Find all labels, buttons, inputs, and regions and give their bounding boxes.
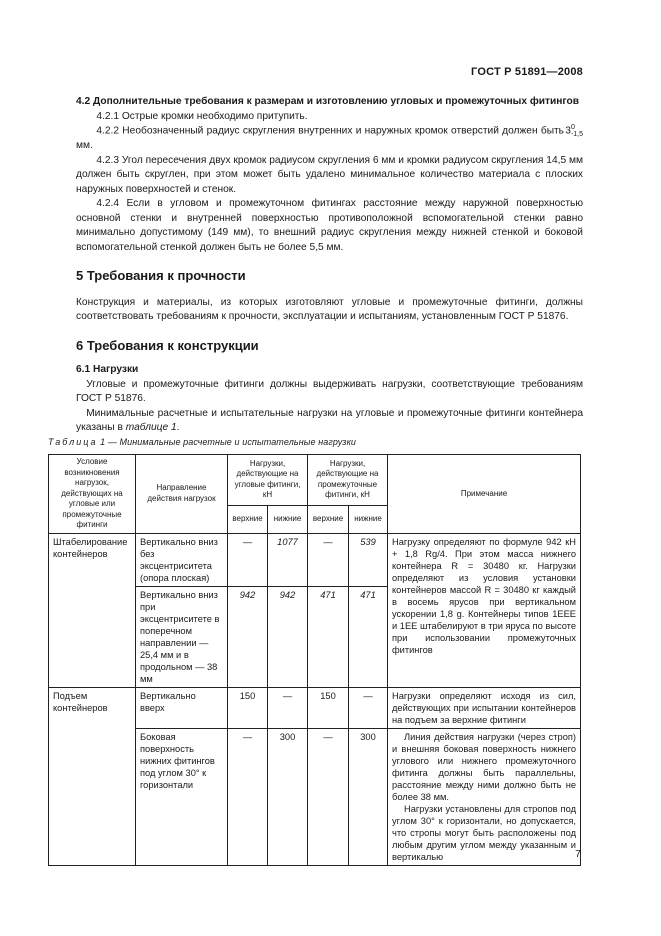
para-6-1-a: Угловые и промежуточные фитинги должны выдерживать нагрузки, соответствующие требованиям ГОСТ Р 51876. [76, 378, 583, 405]
table-row [49, 533, 581, 586]
cell-note: Нагрузку определяют по формуле 942 кН + 1,8 Rg/4. При этом масса нижнего контейнера R = 30480 кг. Нагрузки определяют из условия установки контейнеров массой R = 30480 кг каждый в восемь ярусов при вертикальном ускорении 1,8 g. Контейнеры типов 1EEE и 1EE штабелируют в три яруса по высоте при использовании промежуточных фитингов [388, 533, 581, 687]
cell-direction: Вертикально вверх [136, 687, 228, 728]
cell-corner-top: — [228, 533, 268, 586]
radius-value: 3 [565, 125, 571, 137]
col-header-direction: Направление действия нагрузок [136, 455, 228, 534]
para-4-2-4: 4.2.4 Если в угловом и промежуточном фитингах расстояние между наружной поверхностью основной стенки и внутренней поверхностью противоположной вспомогательной стенки равно минимально допустимому (149 мм), то внешний радиус скругления между нижней стенкой и боковой вспомогательной стенкой должен быть не более 5,5 мм. [76, 198, 583, 253]
cell-corner-bottom: 300 [268, 728, 308, 865]
page-number: 7 [575, 848, 581, 860]
cell-inter-bottom: 539 [349, 533, 388, 586]
cell-note: Нагрузки определяют исходя из сил, действующих при испытании контейнеров на подъем за верхние фитинги [388, 687, 581, 728]
cell-direction: Боковая поверхность нижних фитингов под углом 30° к горизонтали [136, 728, 228, 865]
cell-inter-top: 150 [308, 687, 349, 728]
col-header-note: Примечание [388, 455, 581, 534]
cell-corner-bottom: 942 [268, 586, 308, 687]
section-6-1-heading: 6.1 Нагрузки [76, 364, 139, 376]
cell-corner-bottom: — [268, 687, 308, 728]
document-id-header: ГОСТ Р 51891—2008 [471, 66, 583, 78]
document-body [76, 95, 583, 436]
para-4-2-2: 4.2.2 Необозначенный радиус скругления внутренних и наружных кромок отверстий должен быть 3 0 -1,5 мм. [76, 124, 583, 152]
table-reference-link: таблице 1 [125, 422, 177, 434]
cell-corner-bottom: 1077 [268, 533, 308, 586]
table-header-row [49, 455, 581, 506]
col-header-top: верхние [308, 505, 349, 533]
section-6-heading: 6 Требования к конструкции [76, 337, 259, 353]
para-5: Конструкция и материалы, из которых изготовляют угловые и промежуточные фитинги, должны соответствовать требованиям к прочности, эксплуатации и испытаниям, установленным ГОСТ Р 51876. [76, 296, 583, 323]
para-6-1-b: Минимальные расчетные и испытательные нагрузки на угловые и промежуточные фитинги контейнера указаны в таблице 1. [76, 407, 583, 434]
cell-direction: Вертикально вниз при эксцентриситете в поперечном направлении — 25,4 мм и в продольном — 38 мм [136, 586, 228, 687]
cell-inter-bottom: — [349, 687, 388, 728]
cell-inter-bottom: 300 [349, 728, 388, 865]
table-row [49, 687, 581, 728]
col-header-bottom: нижние [268, 505, 308, 533]
section-4-2-heading: 4.2 Дополнительные требования к размерам и изготовлению угловых и промежуточных фитингов [76, 96, 580, 107]
cell-inter-bottom: 471 [349, 586, 388, 687]
cell-inter-top: 471 [308, 586, 349, 687]
cell-corner-top: — [228, 728, 268, 865]
cell-inter-top: — [308, 533, 349, 586]
col-header-bottom: нижние [349, 505, 388, 533]
section-5-heading: 5 Требования к прочности [76, 268, 246, 284]
cell-note: Линия действия нагрузки (через строп) и внешняя боковая поверхность нижнего углового или нижнего промежуточного фитинга должны быть параллельны, расстояние между ними должно быть не более 38 мм. Нагрузки установлены для стропов под углом 30° к горизонтали, но допускается, что стропы могут быть расположены под любым другим углом между указанным и вертикалью [388, 728, 581, 865]
cell-corner-top: 942 [228, 586, 268, 687]
col-header-intermediate-loads: Нагрузки, действующие на промежуточные фитинги, кН [308, 455, 388, 506]
cell-direction: Вертикально вниз без эксцентриситета (опора плоская) [136, 533, 228, 586]
cell-condition: Штабелирование контейнеров [49, 533, 136, 687]
col-header-condition: Условие возникновения нагрузок, действующих на угловые или промежуточные фитинги [49, 455, 136, 534]
table-caption: Таблица 1 — Минимальные расчетные и испытательные нагрузки [48, 437, 357, 447]
cell-corner-top: 150 [228, 687, 268, 728]
cell-condition: Подъем контейнеров [49, 687, 136, 865]
cell-inter-top: — [308, 728, 349, 865]
loads-table [48, 454, 581, 866]
para-4-2-1: 4.2.1 Острые кромки необходимо притупить. [96, 110, 308, 122]
col-header-top: верхние [228, 505, 268, 533]
col-header-corner-loads: Нагрузки, действующие на угловые фитинги, кН [228, 455, 308, 506]
para-4-2-3: 4.2.3 Угол пересечения двух кромок радиусом скругления 6 мм и кромки радиусом скругления 14,5 мм должен быть скруглен, при этом может быть удалено минимальное количество материала с плоских наружных поверхностей и стенок. [76, 154, 583, 195]
